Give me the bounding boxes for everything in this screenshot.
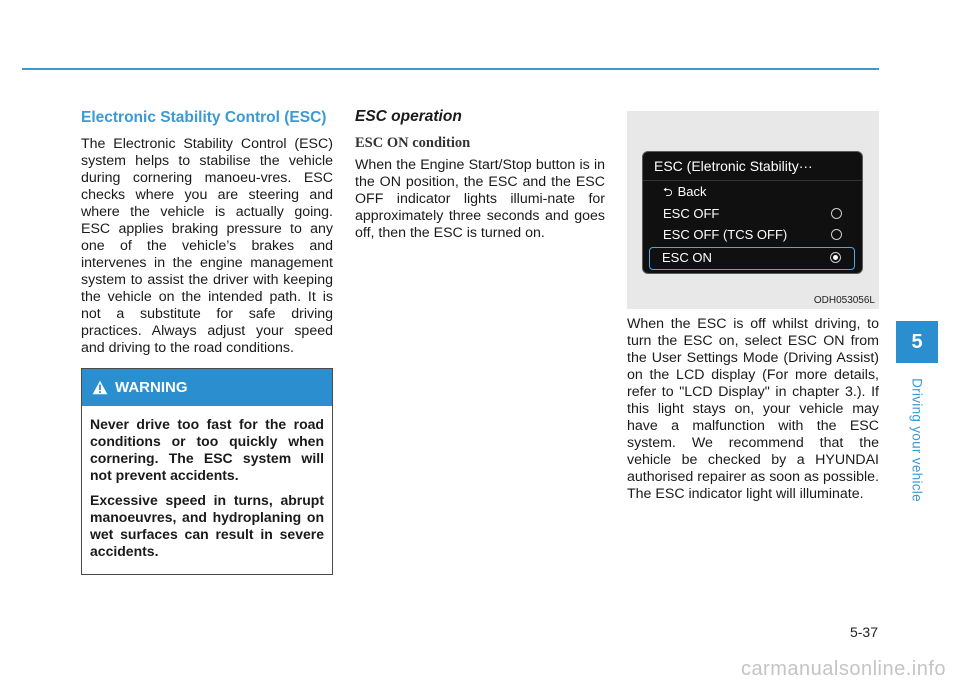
radio-icon [831,208,842,219]
lcd-figure [627,111,879,309]
lcd-option-esc-on[interactable] [649,247,855,270]
esc-operation-column [355,108,605,242]
page-number: 5-37 [849,624,878,640]
esc-intro-column [81,108,333,575]
lcd-item-label: ESC ON [662,249,712,265]
section-title: Electronic Stability Control (ESC) [81,109,327,126]
lcd-option-esc-off[interactable] [643,203,862,225]
warning-paragraph: Never drive too fast for the road conditions or too quickly when cornering. The ESC system will not prevent accidents. [90,416,324,483]
radio-selected-icon [830,252,841,263]
watermark: carmanualsonline.info [740,658,946,680]
chapter-label: Driving your vehicle [909,378,925,502]
back-arrow-icon: ⮌ [663,185,673,199]
lcd-item-label: Back [677,184,707,199]
lcd-title: ESC (Eletronic Stability··· [643,152,862,181]
chapter-tab: 5 [896,321,938,363]
subsection-title: ESC operation [355,108,462,125]
warning-label: WARNING [115,379,188,396]
lcd-item-label: ESC OFF (TCS OFF) [663,227,788,242]
radio-icon [831,229,842,240]
esc-reactivate-text: When the ESC is off whilst driving, to turn the ESC on, select ESC ON from the User Settings Mode (Driving Assist) on the LCD display (For more details, refer to "LCD Display" in chapter 3.). If this light stays on, your vehicle may have a malfunction with the ESC system. We recommend that the vehicle be checked by a HYUNDAI authorised repairer as soon as possible. The ESC indicator light will illuminate. [627,316,879,502]
lcd-option-esc-off-tcs-off[interactable] [643,224,862,246]
esc-figure-column [627,111,879,503]
warning-triangle-icon [92,380,108,395]
lcd-back-item[interactable] [643,181,862,203]
figure-code: ODH053056L [813,295,875,306]
warning-header [82,369,332,406]
warning-paragraph: Excessive speed in turns, abrupt manoeuvres, and hydroplaning on wet surfaces can result in severe accidents. [90,492,324,559]
header-rule [22,68,879,70]
lcd-display [642,151,863,274]
condition-title: ESC ON condition [355,135,471,151]
warning-body [82,406,332,574]
lcd-item-label: ESC OFF [663,205,720,221]
warning-box [81,368,333,575]
esc-on-text: When the Engine Start/Stop button is in the ON position, the ESC and the ESC OFF indicator lights illumi-nate for approximately three seconds and goes off, then the ESC is turned on. [355,157,605,241]
esc-intro-text: The Electronic Stability Control (ESC) system helps to stabilise the vehicle during cornering manoeu-vres. ESC checks where you are steering and where the vehicle is actually going. ESC applies braking pressure to any one of the vehicle’s brakes and intervenes in the engine management system to assist the driver with keeping the vehicle on the intended path. It is not a substitute for safe driving practices. Always adjust your speed and driving to the road conditions. [81,136,333,356]
